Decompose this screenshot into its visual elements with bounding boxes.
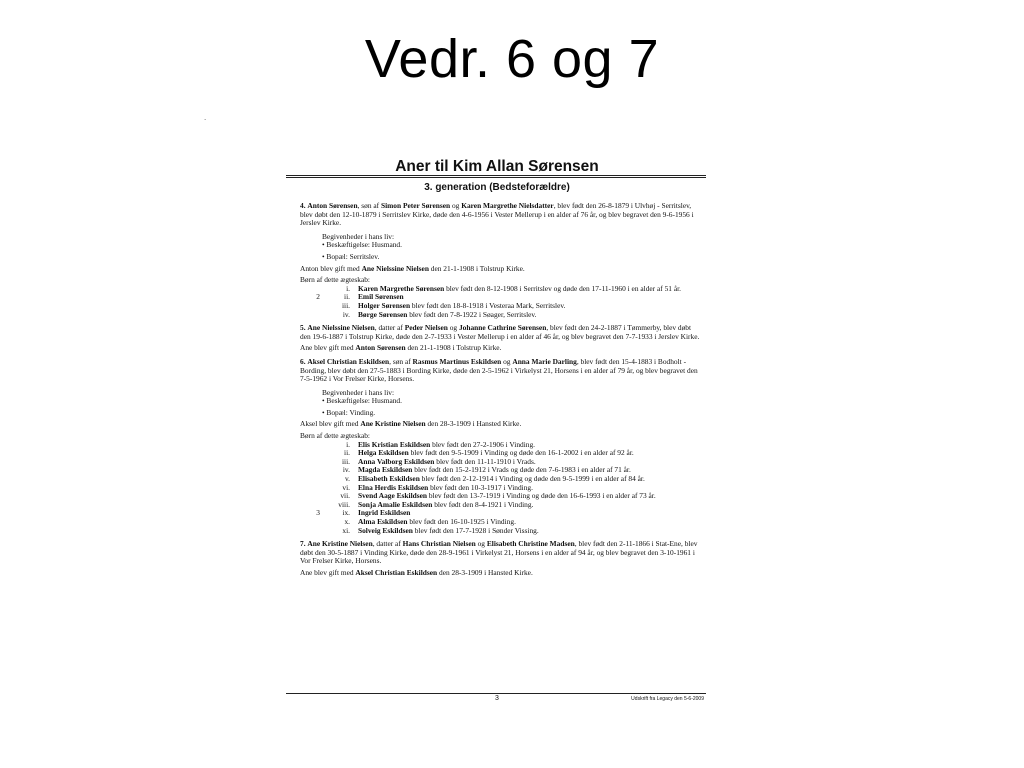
entry-text: og <box>447 323 459 333</box>
entry-text: den 21-1-1908 i Tolstrup Kirke. <box>428 263 525 273</box>
father-name: Hans Christian Nielsen <box>402 539 476 549</box>
child-name: Solveig Eskildsen <box>358 525 413 535</box>
child-text: blev født den 18-8-1918 i Vesteraa Mark, Serritslev. <box>410 300 566 310</box>
child-index: x. <box>344 517 350 526</box>
child-text: blev født den 17-7-1928 i Sønder Vissing. <box>412 525 539 535</box>
entry-text: og <box>475 539 487 549</box>
child-index: iii. <box>341 456 350 466</box>
entry-6 <box>300 358 702 384</box>
father-name: Simon Peter Sørensen <box>380 201 451 210</box>
entry-number: 6. <box>300 356 306 366</box>
child-index: ii. <box>344 292 350 302</box>
marriage-line <box>300 569 702 578</box>
marriage-line <box>300 420 702 429</box>
child-text: blev født den 2-12-1914 i Vinding og døde den 9-5-1999 i en alder af 84 år. <box>419 474 645 484</box>
entry-text: , datter af <box>374 323 405 333</box>
child-name: Ingrid Eskildsen <box>358 508 411 518</box>
child-ref-number <box>300 518 322 527</box>
child-text: blev født den 8-12-1908 i Serritslev og døde den 17-11-1960 i en alder af 51 år. <box>444 283 681 293</box>
child-text: blev født den 7-8-1922 i Søager, Serritslev. <box>407 309 537 319</box>
child-name: Karen Margrethe Sørensen <box>358 283 445 293</box>
father-name: Rasmus Martinus Eskildsen <box>412 356 502 366</box>
child-text: blev født den 11-11-1910 i Vrads. <box>434 456 536 466</box>
father-name: Peder Nielsen <box>404 323 448 333</box>
entry-text: , blev født den 2-11-1866 i Stat-Ene, blev døbt den 30-5-1887 i Vinding Kirke, døde den 28-9-1961 i Virkelyst 21, Horsens i en alder af 94 år, og blev begravet den 3-10-1961 i Vor Frelser Kirke, Horsens. <box>300 539 698 566</box>
child-index: xi. <box>342 525 350 535</box>
child-name: Elis Kristian Eskildsen <box>358 439 431 449</box>
slide-title: Vedr. 6 og 7 <box>364 29 660 89</box>
entry-text: Anton blev gift med <box>300 263 362 273</box>
mother-name: Anna Marie Darling <box>512 356 577 366</box>
child-index: viii. <box>338 499 350 509</box>
children-list <box>300 285 702 319</box>
mother-name: Elisabeth Christine Madsen <box>486 539 575 549</box>
person-name: Ane Nielssine Nielsen <box>307 323 375 333</box>
entry-text: den 21-1-1908 i Tolstrup Kirke. <box>405 343 502 353</box>
child-ref-number: 3 <box>316 508 320 518</box>
child-ref-number <box>300 492 322 501</box>
mother-name: Karen Margrethe Nielsdatter <box>461 201 554 210</box>
child-ref-number <box>300 458 322 467</box>
person-name: Aksel Christian Eskildsen <box>307 356 390 366</box>
entry-text: , blev født den 24-2-1887 i Tømmerby, blev døbt den 19-6-1887 i Tolstrup Kirke, døde den 2-7-1933 i Vester Mellerup i en alder af 46 år, og blev begravet den 7-7-1933 i Jerslev Kirke. <box>300 323 700 341</box>
footer-rule <box>286 693 706 694</box>
child-name: Anna Valborg Eskildsen <box>358 456 435 466</box>
occupation: • Beskæftigelse: Husmand. <box>322 396 402 406</box>
child-ref-number: 2 <box>316 292 320 302</box>
child-ref-number <box>300 466 322 475</box>
entry-number: 5. <box>300 323 306 333</box>
marriage-line <box>300 265 702 274</box>
events-block <box>300 389 702 418</box>
mother-name: Johanne Cathrine Sørensen <box>458 323 547 333</box>
child-index: v. <box>344 474 350 484</box>
entry-text: Ane blev gift med <box>300 567 356 577</box>
child-entry <box>358 527 702 536</box>
children-label: Børn af dette ægteskab: <box>300 275 370 285</box>
child-index: ii. <box>344 448 350 458</box>
residence: • Bopæl: Vinding. <box>322 407 376 417</box>
child-name: Sonja Amalie Eskildsen <box>358 499 433 509</box>
child-text: blev født den 16-10-1925 i Vinding. <box>407 517 516 526</box>
child-name: Alma Eskildsen <box>358 517 408 526</box>
marriage-line <box>300 344 702 353</box>
child-ref-number <box>300 527 322 536</box>
entry-text: , søn af <box>357 201 381 210</box>
child-index: ix. <box>342 508 350 518</box>
spouse-name: Anton Sørensen <box>355 343 406 353</box>
child-text: blev født den 13-7-1919 i Vinding og døde den 16-6-1993 i en alder af 73 år. <box>427 491 656 501</box>
child-text: blev født den 8-4-1921 i Vinding. <box>432 499 534 509</box>
spouse-name: Ane Kristine Nielsen <box>360 419 426 429</box>
spouse-name: Aksel Christian Eskildsen <box>355 567 438 577</box>
child-name: Børge Sørensen <box>358 309 408 319</box>
child-index: iv. <box>342 309 350 319</box>
document-body <box>300 202 702 578</box>
entry-text: Aksel blev gift med <box>300 419 361 429</box>
entry-text: , blev født den 15-4-1883 i Bodholt - Bording, blev døbt den 27-5-1883 i Bording Kirke, døde den 2-5-1962 i Virkelyst 21, Horsens i en alder af 79 år, og blev begravet den 7-5-1962 i Vor Frelser Kirke, Horsens. <box>300 356 698 384</box>
entry-number: 4. <box>300 201 306 210</box>
children-list <box>300 441 702 536</box>
child-index: iii. <box>341 300 350 310</box>
events-label: Begivenheder i hans liv: <box>322 231 395 241</box>
entry-5 <box>300 324 702 341</box>
child-text: blev født den 10-3-1917 i Vinding. <box>428 482 533 492</box>
entry-7 <box>300 540 702 566</box>
stray-mark: . <box>204 113 207 122</box>
scanned-document <box>288 158 706 708</box>
entry-number: 7. <box>300 539 306 549</box>
occupation: • Beskæftigelse: Husmand. <box>322 240 402 250</box>
child-name: Elisabeth Eskildsen <box>358 474 420 484</box>
entry-text: , datter af <box>372 539 403 549</box>
entry-text: den 28-3-1909 i Hansted Kirke. <box>425 419 522 429</box>
child-name: Emil Sørensen <box>358 292 404 302</box>
child-name: Elna Herdis Eskildsen <box>358 482 429 492</box>
child-ref-number <box>300 449 322 458</box>
person-name: Anton Sørensen <box>307 201 358 210</box>
child-text: blev født den 27-2-1906 i Vinding. <box>430 439 536 449</box>
title-rule <box>286 175 706 176</box>
child-ref-number <box>300 441 322 450</box>
title-rule-second <box>286 177 706 178</box>
document-subtitle: 3. generation (Bedsteforældre) <box>424 182 570 193</box>
entry-text: og <box>450 201 462 210</box>
child-entry <box>358 285 702 294</box>
entry-text: den 28-3-1909 i Hansted Kirke. <box>437 567 533 577</box>
child-name: Svend Aage Eskildsen <box>358 491 428 501</box>
events-label: Begivenheder i hans liv: <box>322 387 395 397</box>
entry-text: , blev født den 26-8-1879 i Ulvhøj - Serritslev, blev døbt den 12-10-1879 i Serritslev Kirke, døde den 4-6-1956 i Vester Mellerup i en alder af 76 år, og blev begravet den 9-6-1956 i Jerslev Kirke. <box>300 201 694 228</box>
spouse-name: Ane Nielssine Nielsen <box>361 263 429 273</box>
entry-text: , søn af <box>389 356 413 366</box>
child-index: i. <box>346 283 350 293</box>
child-text: blev født den 15-2-1912 i Vrads og døde den 7-6-1983 i en alder af 71 år. <box>412 465 631 475</box>
child-index: i. <box>346 439 350 449</box>
child-index: iv. <box>342 465 350 475</box>
person-name: Ane Kristine Nielsen <box>307 539 373 549</box>
print-note: Udskrift fra Legacy den 5-6-2009 <box>631 696 704 702</box>
child-ref-number <box>300 475 322 484</box>
child-ref-number <box>300 302 322 311</box>
child-name: Helga Eskildsen <box>358 448 409 458</box>
events-block <box>300 233 702 262</box>
entry-text: Ane blev gift med <box>300 343 356 353</box>
child-index: vii. <box>340 491 350 501</box>
child-index: vi. <box>342 482 350 492</box>
residence: • Bopæl: Serritslev. <box>322 251 380 261</box>
child-ref-number <box>300 311 322 320</box>
entry-text: og <box>501 356 513 366</box>
document-title: Aner til Kim Allan Sørensen <box>395 158 599 175</box>
child-name: Holger Sørensen <box>358 300 411 310</box>
page-number: 3 <box>495 695 499 702</box>
child-name: Magda Eskildsen <box>358 465 413 475</box>
child-text: blev født den 9-5-1909 i Vinding og døde den 16-1-2002 i en alder af 92 år. <box>408 448 634 458</box>
entry-4 <box>300 202 702 228</box>
child-entry <box>358 311 702 320</box>
child-ref-number <box>300 484 322 493</box>
children-label: Børn af dette ægteskab: <box>300 431 370 441</box>
